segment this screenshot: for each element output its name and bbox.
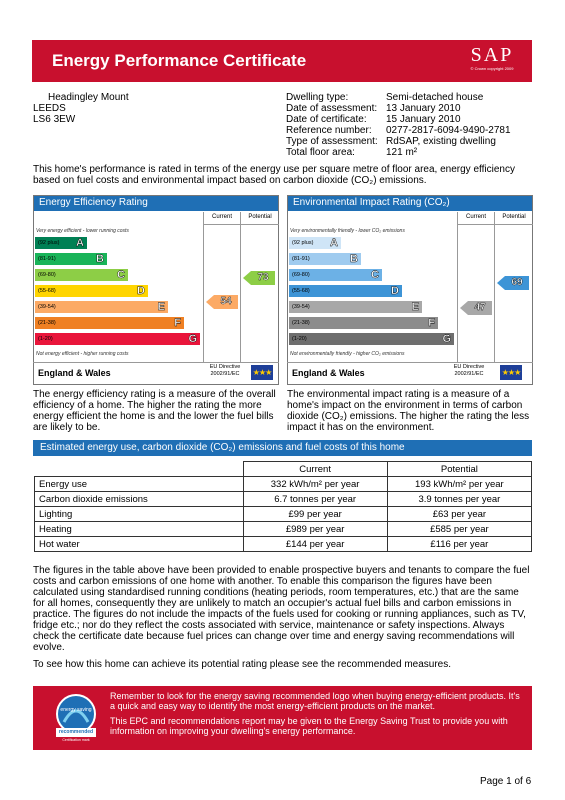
env-region: England & Wales	[292, 368, 365, 378]
band-range: (39-54)	[38, 304, 56, 310]
row-current: 6.7 tonnes per year	[243, 492, 387, 507]
row-current: £99 per year	[243, 507, 387, 522]
env-band-f	[289, 317, 438, 329]
energy-top-caption: Very energy efficient - lower running costs	[36, 228, 129, 234]
band-letter: D	[137, 285, 145, 297]
row-current: £144 per year	[243, 537, 387, 552]
band-letter: E	[157, 301, 165, 313]
badge-top-text: energy saving	[60, 707, 92, 713]
band-letter: A	[76, 237, 84, 249]
energy-potential-value: 73	[251, 271, 275, 285]
band-range: (69-80)	[38, 272, 56, 278]
row-current: £989 per year	[243, 522, 387, 537]
band-letter: F	[174, 317, 181, 329]
env-explanation: The environmental impact rating is a measure of a home's impact on the environment in terms of carbon dioxide (CO₂) emissions. The higher the rating the less impact it has on the environment.	[287, 389, 530, 433]
env-band-e	[289, 301, 422, 313]
energy-explanation: The energy efficiency rating is a measure of the overall efficiency of a home. The higher the rating the more energy efficient the home is and the lower the fuel bills are likely to be.	[33, 389, 276, 433]
detail-value: 15 January 2010	[386, 114, 461, 125]
band-range: (1-20)	[38, 336, 53, 342]
band-range: (55-68)	[292, 288, 310, 294]
sap-logo-text: SAP	[470, 44, 514, 66]
env-panel-title: Environmental Impact Rating (CO₂)	[287, 195, 533, 211]
band-range: (81-91)	[292, 256, 310, 262]
detail-label: Date of assessment:	[286, 103, 378, 114]
energy-band-f	[35, 317, 184, 329]
env-current-arrow	[460, 301, 492, 315]
band-letter: G	[188, 333, 197, 345]
badge-small-text: Certification mark	[62, 738, 90, 742]
row-potential: 193 kWh/m² per year	[387, 477, 531, 492]
energy-potential-arrow	[243, 271, 275, 285]
arrow-tip	[460, 301, 468, 315]
table-row	[35, 477, 532, 492]
row-label: Lighting	[35, 507, 244, 522]
env-col-potential: Potential	[494, 212, 533, 225]
energy-eu-directive: EU Directive 2002/91/EC	[209, 364, 241, 377]
env-eu-directive: EU Directive 2002/91/EC	[453, 364, 485, 377]
divider	[457, 224, 458, 362]
eu-flag-icon: ★★★	[500, 365, 522, 380]
blank-header	[35, 462, 244, 477]
row-potential: 3.9 tonnes per year	[387, 492, 531, 507]
costs-table	[34, 461, 532, 552]
energy-col-potential: Potential	[240, 212, 279, 225]
env-col-current: Current	[457, 212, 494, 225]
band-range: (1-20)	[292, 336, 307, 342]
detail-label: Type of assessment:	[286, 136, 378, 147]
energy-band-c	[35, 269, 128, 281]
env-bands	[289, 237, 454, 352]
band-range: (92 plus)	[38, 240, 60, 246]
energy-band-e	[35, 301, 168, 313]
band-letter: F	[428, 317, 435, 329]
badge-bottom-text: recommended	[58, 729, 94, 735]
env-top-caption: Very environmentally friendly - lower CO₂ emissions	[290, 228, 405, 234]
energy-bottom-caption: Not energy efficient - higher running costs	[36, 351, 129, 357]
costs-title: Estimated energy use, carbon dioxide (CO₂) emissions and fuel costs of this home	[33, 440, 532, 456]
band-range: (69-80)	[292, 272, 310, 278]
energy-band-b	[35, 253, 107, 265]
energy-current-value: 54	[214, 295, 238, 309]
band-letter: C	[371, 269, 379, 281]
band-range: (81-91)	[38, 256, 56, 262]
band-range: (39-54)	[292, 304, 310, 310]
row-current: 332 kWh/m² per year	[243, 477, 387, 492]
energy-saving-recommended-logo	[50, 692, 102, 742]
energy-col-current: Current	[203, 212, 240, 225]
row-label: Energy use	[35, 477, 244, 492]
table-row	[35, 507, 532, 522]
address-line2: LEEDS	[33, 103, 66, 114]
row-potential: £585 per year	[387, 522, 531, 537]
band-range: (21-38)	[38, 320, 56, 326]
detail-value: 121 m²	[386, 147, 418, 158]
page-number: Page 1 of 6	[480, 776, 532, 787]
env-bottom-caption: Not environmentally friendly - higher CO₂ emissions	[290, 351, 405, 357]
table-row	[35, 492, 532, 507]
divider	[287, 362, 533, 363]
detail-label: Date of certificate:	[286, 114, 367, 125]
band-letter: B	[350, 253, 358, 265]
detail-label: Reference number:	[286, 125, 372, 136]
band-letter: G	[442, 333, 451, 345]
energy-bands	[35, 237, 200, 352]
row-label: Carbon dioxide emissions	[35, 492, 244, 507]
costs-col-current: Current	[243, 462, 387, 477]
energy-panel-title: Energy Efficiency Rating	[33, 195, 279, 211]
eu-flag-icon: ★★★	[251, 365, 273, 380]
page-title: Energy Performance Certificate	[52, 51, 307, 70]
energy-band-d	[35, 285, 148, 297]
divider	[494, 224, 495, 362]
divider	[240, 224, 241, 362]
address-line1: Headingley Mount	[48, 92, 129, 103]
arrow-tip	[497, 276, 505, 290]
band-letter: D	[391, 285, 399, 297]
env-potential-value: 69	[505, 276, 529, 290]
row-label: Heating	[35, 522, 244, 537]
banner-text-1: Remember to look for the energy saving recommended logo when buying energy-efficient products. It's a quick and easy way to identify the most energy-efficient products on the market.	[110, 691, 520, 711]
detail-label: Total floor area:	[286, 147, 355, 158]
env-potential-arrow	[497, 276, 529, 290]
intro-text: This home's performance is rated in terms of the energy use per square metre of floor area, energy efficiency based on fuel costs and environmental impact based on carbon dioxide (CO₂) emissions.	[33, 164, 515, 186]
costs-col-potential: Potential	[387, 462, 531, 477]
row-potential: £116 per year	[387, 537, 531, 552]
address-line3: LS6 3EW	[33, 114, 76, 125]
energy-current-arrow	[206, 295, 238, 309]
energy-band-g	[35, 333, 200, 345]
energy-region: England & Wales	[38, 368, 111, 378]
row-label: Hot water	[35, 537, 244, 552]
arrow-tip	[243, 271, 251, 285]
table-row	[35, 537, 532, 552]
band-range: (55-68)	[38, 288, 56, 294]
divider	[203, 224, 204, 362]
detail-label: Dwelling type:	[286, 92, 349, 103]
row-potential: £63 per year	[387, 507, 531, 522]
env-band-c	[289, 269, 382, 281]
env-current-value: 47	[468, 301, 492, 315]
detail-value: Semi-detached house	[386, 92, 484, 103]
env-band-b	[289, 253, 361, 265]
energy-band-a	[35, 237, 87, 249]
detail-value: RdSAP, existing dwelling	[386, 136, 496, 147]
table-row	[35, 522, 532, 537]
disclaimer-text: The figures in the table above have been provided to enable prospective buyers and tenants to compare the fuel costs and carbon emissions of one home with another. To enable this comparison the figures have been calculated using standardised running conditions (heating periods, room temperatures, etc.) that are the same for all homes, consequently they are unlikely to match an occupier's actual fuel bills and carbon emissions in practice. The figures do not include the impacts of the fuels used for cooking or running appliances, such as TV, fridge etc.; nor do they reflect the costs associated with service, maintenance or safety inspections. Always check the certificate date because fuel prices can change over time and energy saving recommendations will evolve.	[33, 565, 530, 653]
band-letter: B	[96, 253, 104, 265]
banner-text-2: This EPC and recommendations report may be given to the Energy Saving Trust to provide you with information on improving your dwelling's energy performance.	[110, 716, 508, 736]
env-band-d	[289, 285, 402, 297]
band-range: (21-38)	[292, 320, 310, 326]
band-letter: A	[330, 237, 338, 249]
env-band-a	[289, 237, 341, 249]
band-range: (92 plus)	[292, 240, 314, 246]
sap-logo	[462, 44, 522, 76]
see-more-text: To see how this home can achieve its potential rating please see the recommended measures.	[33, 659, 452, 670]
divider	[33, 362, 279, 363]
band-letter: E	[411, 301, 419, 313]
arrow-tip	[206, 295, 214, 309]
band-letter: C	[117, 269, 125, 281]
sap-copyright: © Crown copyright 2009	[470, 66, 514, 71]
detail-value: 13 January 2010	[386, 103, 461, 114]
env-band-g	[289, 333, 454, 345]
detail-value: 0277-2817-6094-9490-2781	[386, 125, 511, 136]
